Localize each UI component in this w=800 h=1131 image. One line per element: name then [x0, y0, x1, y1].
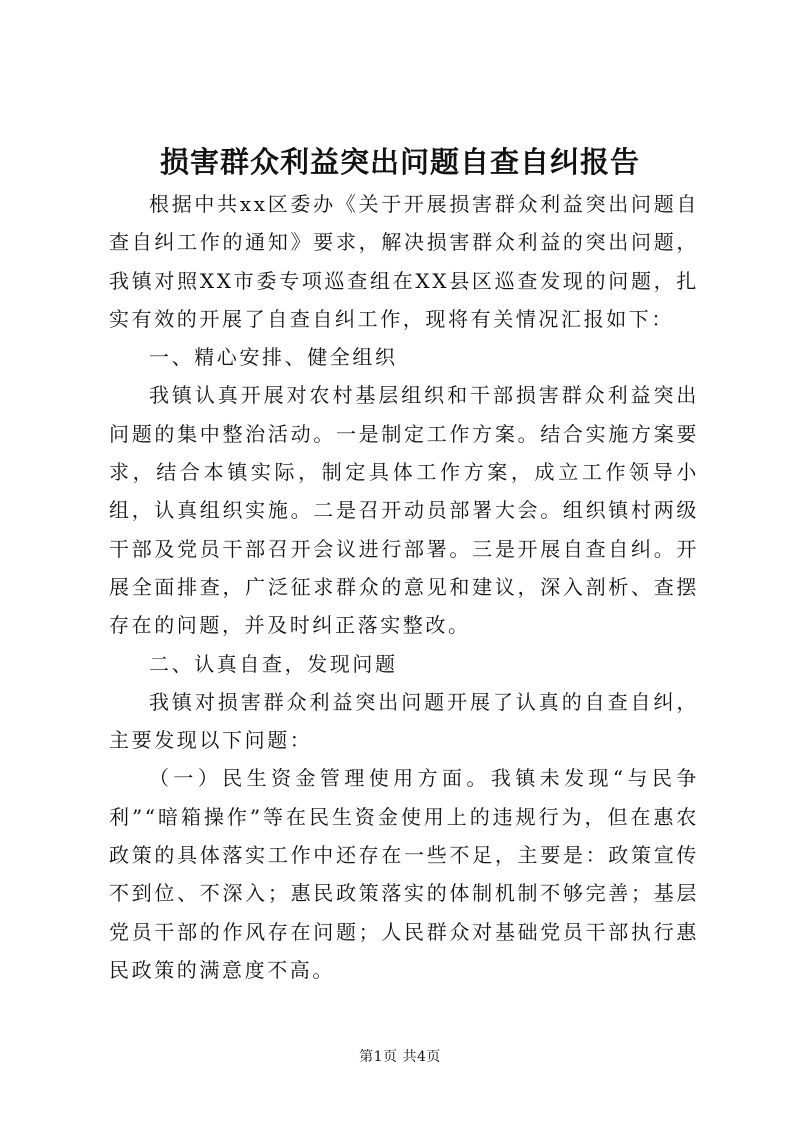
section-heading-1: 一、精心安排、健全组织 — [149, 345, 398, 370]
section-heading-2: 二、认真自查，发现问题 — [149, 651, 398, 676]
paragraph-intro: 根据中共xx区委办《关于开展损害群众利益突出问题自查自纠工作的通知》要求，解决损害群众利益的突出问题，我镇对照XX市委专项巡查组在XX县区巡查发现的问题，扎实有效的开展了自查自纠工作，现将有关情况汇报如下： — [109, 192, 699, 331]
page-number: 第1页 共4页 — [359, 1049, 441, 1065]
paragraph-organization: 我镇认真开展对农村基层组织和干部损害群众利益突出问题的集中整治活动。一是制定工作方案。结合实施方案要求，结合本镇实际，制定具体工作方案，成立工作领导小组，认真组织实施。二是召开动员部署大会。组织镇村两级干部及党员干部召开会议进行部署。三是开展自查自纠。开展全面排查，广泛征求群众的意见和建议，深入剖析、查摆存在的问题，并及时纠正落实整改。 — [109, 383, 699, 638]
document-title: 损害群众利益突出问题自查自纠报告 — [159, 145, 640, 179]
paragraph-finding-1: （一）民生资金管理使用方面。我镇未发现“与民争利”“暗箱操作”等在民生资金使用上的违规行为，但在惠农政策的具体落实工作中还存在一些不足，主要是：政策宣传不到位、不深入；惠民政策落实的体制机制不够完善；基层党员干部的作风存在问题；人民群众对基础党员干部执行惠民政策的满意度不高。 — [109, 766, 699, 982]
page-footer — [0, 1046, 800, 1066]
document-body — [109, 185, 699, 989]
paragraph-findings-intro: 我镇对损害群众利益突出问题开展了认真的自查自纠，主要发现以下问题： — [109, 689, 699, 753]
